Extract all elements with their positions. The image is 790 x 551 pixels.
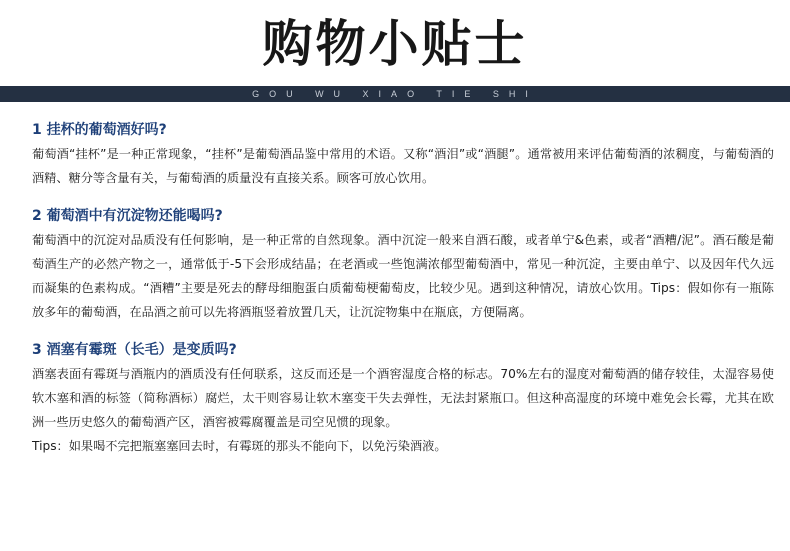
section-title: 3 酒塞有霉斑（长毛）是变质吗? (32, 342, 237, 358)
section-paragraph: 酒塞表面有霉斑与酒瓶内的酒质没有任何联系，这反而还是一个酒窖湿度合格的标志。70%左右的湿度对葡萄酒的储存较佳，太湿容易使软木塞和酒的标签（简称酒标）腐烂，太干则容易让软木塞变干失去弹性，无法封紧瓶口。但这种高湿度的环境中难免会长霉，尤其在欧洲一些历史悠久的葡萄酒产区，酒窖被霉腐覆盖是司空见惯的现象。 (32, 367, 774, 429)
section-title: 2 葡萄酒中有沉淀物还能喝吗? (32, 208, 223, 224)
section-paragraph: 葡萄酒中的沉淀对品质没有任何影响，是一种正常的自然现象。酒中沉淀一般来自酒石酸，或者单宁&色素，或者“酒糟/泥”。酒石酸是葡萄酒生产的必然产物之一，通常低于-5下会形成结晶；在老酒或一些饱满浓郁型葡萄酒中，常见一种沉淀，主要由单宁、以及因年代久远而凝集的色素构成。“酒糟”主要是死去的酵母细胞蛋白质葡萄梗葡萄皮，比较少见。遇到这种情况，请放心饮用。Tips：假如你有一瓶陈放多年的葡萄酒，在品酒之前可以先将酒瓶竖着放置几天，让沉淀物集中在瓶底，方便隔离。 (32, 233, 774, 319)
tips-content (32, 120, 774, 474)
pinyin-subtitle-bar: GOU WU XIAO TIE SHI (0, 86, 790, 102)
header (0, 0, 790, 86)
page-title: 购物小贴士 (262, 15, 528, 73)
tip-section-3 (32, 340, 774, 458)
tip-section-1 (32, 120, 774, 190)
tip-section-2 (32, 206, 774, 324)
section-tips-paragraph: Tips：如果喝不完把瓶塞塞回去时，有霉斑的那头不能向下，以免污染酒液。 (32, 439, 447, 453)
section-title: 1 挂杯的葡萄酒好吗? (32, 122, 167, 138)
section-paragraph: 葡萄酒“挂杯”是一种正常现象，“挂杯”是葡萄酒品鉴中常用的术语。又称“酒泪”或“酒腿”。通常被用来评估葡萄酒的浓稠度，与葡萄酒的酒精、糖分等含量有关，与葡萄酒的质量没有直接关系。顾客可放心饮用。 (32, 147, 774, 185)
